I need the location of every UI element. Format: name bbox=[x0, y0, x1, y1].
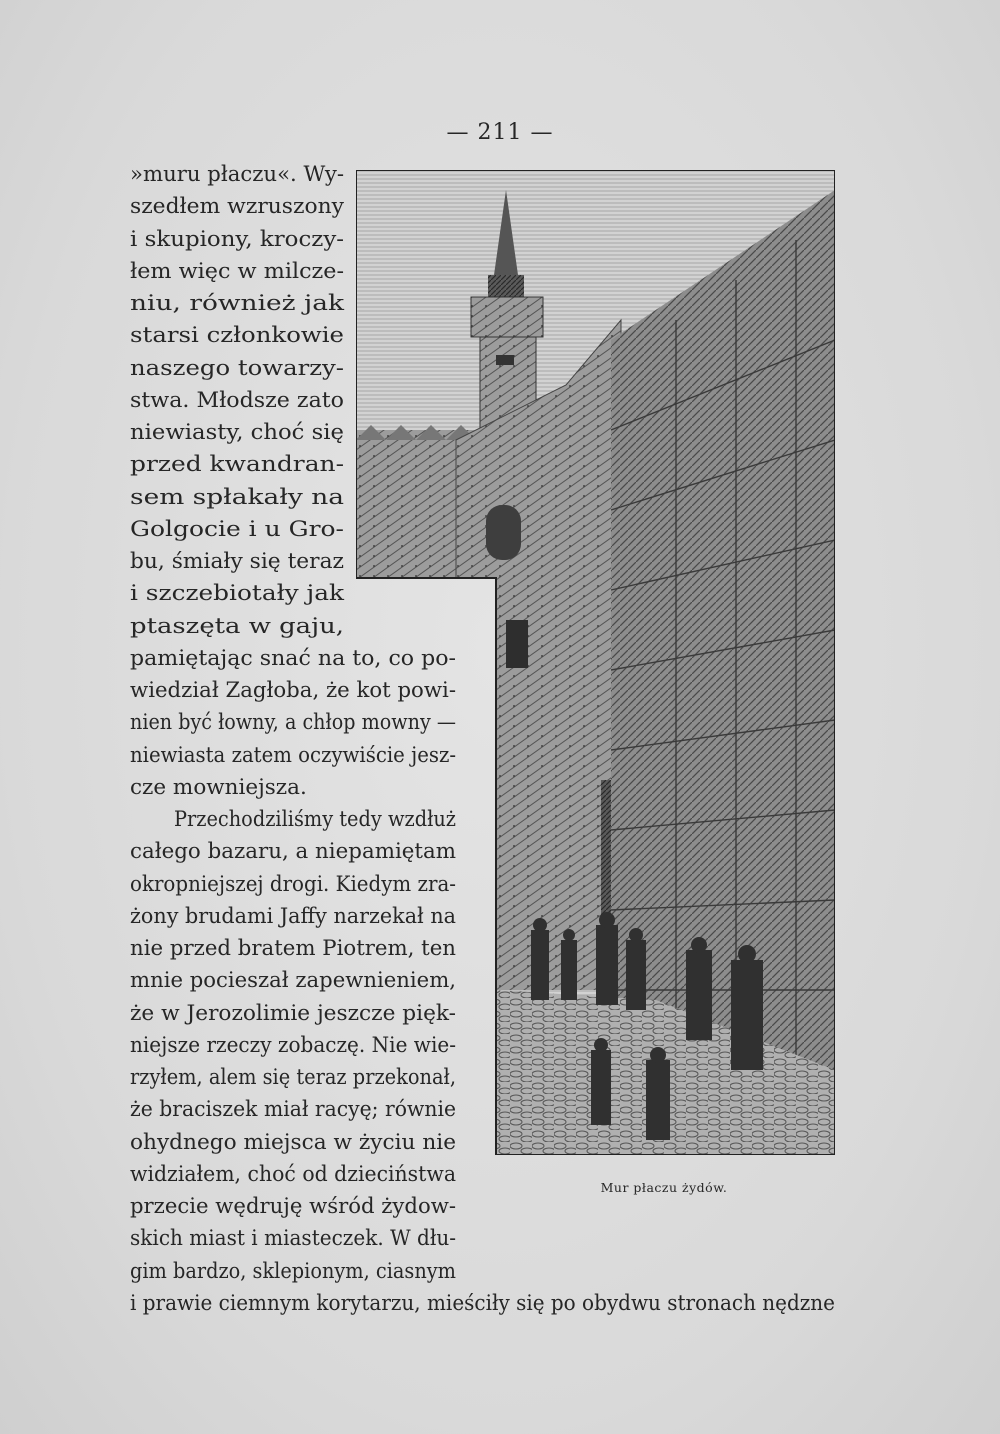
text-line: ohydnego miejsca w życiu nie bbox=[130, 1129, 456, 1155]
text-line: że w Jerozolimie jeszcze pięk- bbox=[130, 1000, 456, 1026]
text-line: że braciszek miał racyę; równie bbox=[130, 1097, 456, 1123]
text-line: Golgocie i u Gro- bbox=[130, 516, 344, 542]
text-line: mnie pocieszał zapewnieniem, bbox=[130, 968, 456, 994]
text-line: bu, śmiały się teraz bbox=[130, 549, 344, 574]
text-line: stwa. Młodsze zato bbox=[130, 387, 344, 413]
text-line: całego bazaru, a niepamiętam bbox=[130, 839, 456, 865]
wailing-wall-engraving bbox=[356, 170, 835, 1155]
text-line: i prawie ciemnym korytarzu, mieściły się po obydwu stronach nędzne bbox=[130, 1290, 835, 1316]
text-line: pamiętając snać na to, co po- bbox=[130, 645, 456, 671]
illustration-caption: Mur płaczu żydów. bbox=[600, 1180, 728, 1195]
text-line: wiedział Zagłoba, że kot powi- bbox=[130, 678, 456, 703]
text-line: sem spłakały na bbox=[130, 484, 344, 510]
page-number: — 211 — bbox=[446, 120, 554, 145]
text-line: i skupiony, kroczy- bbox=[130, 226, 344, 252]
text-line: »muru płaczu«. Wy- bbox=[130, 162, 344, 187]
text-line: i szczebiotały jak bbox=[130, 581, 344, 607]
text-line: szedłem wzruszony bbox=[130, 194, 344, 220]
text-line: przed kwandran- bbox=[130, 452, 344, 478]
text-line: nie przed bratem Piotrem, ten bbox=[130, 936, 456, 961]
text-line: niu, również jak bbox=[130, 291, 344, 316]
text-line: niewiasty, choć się bbox=[130, 420, 344, 445]
text-line: nien być łowny, a chłop mowny — bbox=[130, 710, 456, 736]
text-line: rzyłem, alem się teraz przekonał, bbox=[130, 1065, 456, 1090]
text-line: starsi członkowie bbox=[130, 323, 344, 349]
text-line: skich miast i miasteczek. W dłu- bbox=[130, 1226, 456, 1252]
text-line: cze mowniejsza. bbox=[130, 774, 307, 800]
text-line: żony brudami Jaffy narzekał na bbox=[130, 903, 456, 929]
text-line: przecie wędruję wśród żydow- bbox=[130, 1194, 456, 1219]
text-line: Przechodziliśmy tedy wzdłuż bbox=[174, 807, 456, 832]
text-line: naszego towarzy- bbox=[130, 355, 344, 381]
text-line: gim bardzo, sklepionym, ciasnym bbox=[130, 1258, 456, 1284]
text-line: łem więc w milcze- bbox=[130, 258, 344, 284]
text-line: okropniejszej drogi. Kiedym zra- bbox=[130, 871, 456, 897]
text-line: widziałem, choć od dzieciństwa bbox=[130, 1161, 456, 1187]
text-line: niewiasta zatem oczywiście jesz- bbox=[130, 742, 456, 768]
text-line: ptaszęta w gaju, bbox=[130, 613, 344, 639]
text-line: niejsze rzeczy zobaczę. Nie wie- bbox=[130, 1032, 456, 1058]
